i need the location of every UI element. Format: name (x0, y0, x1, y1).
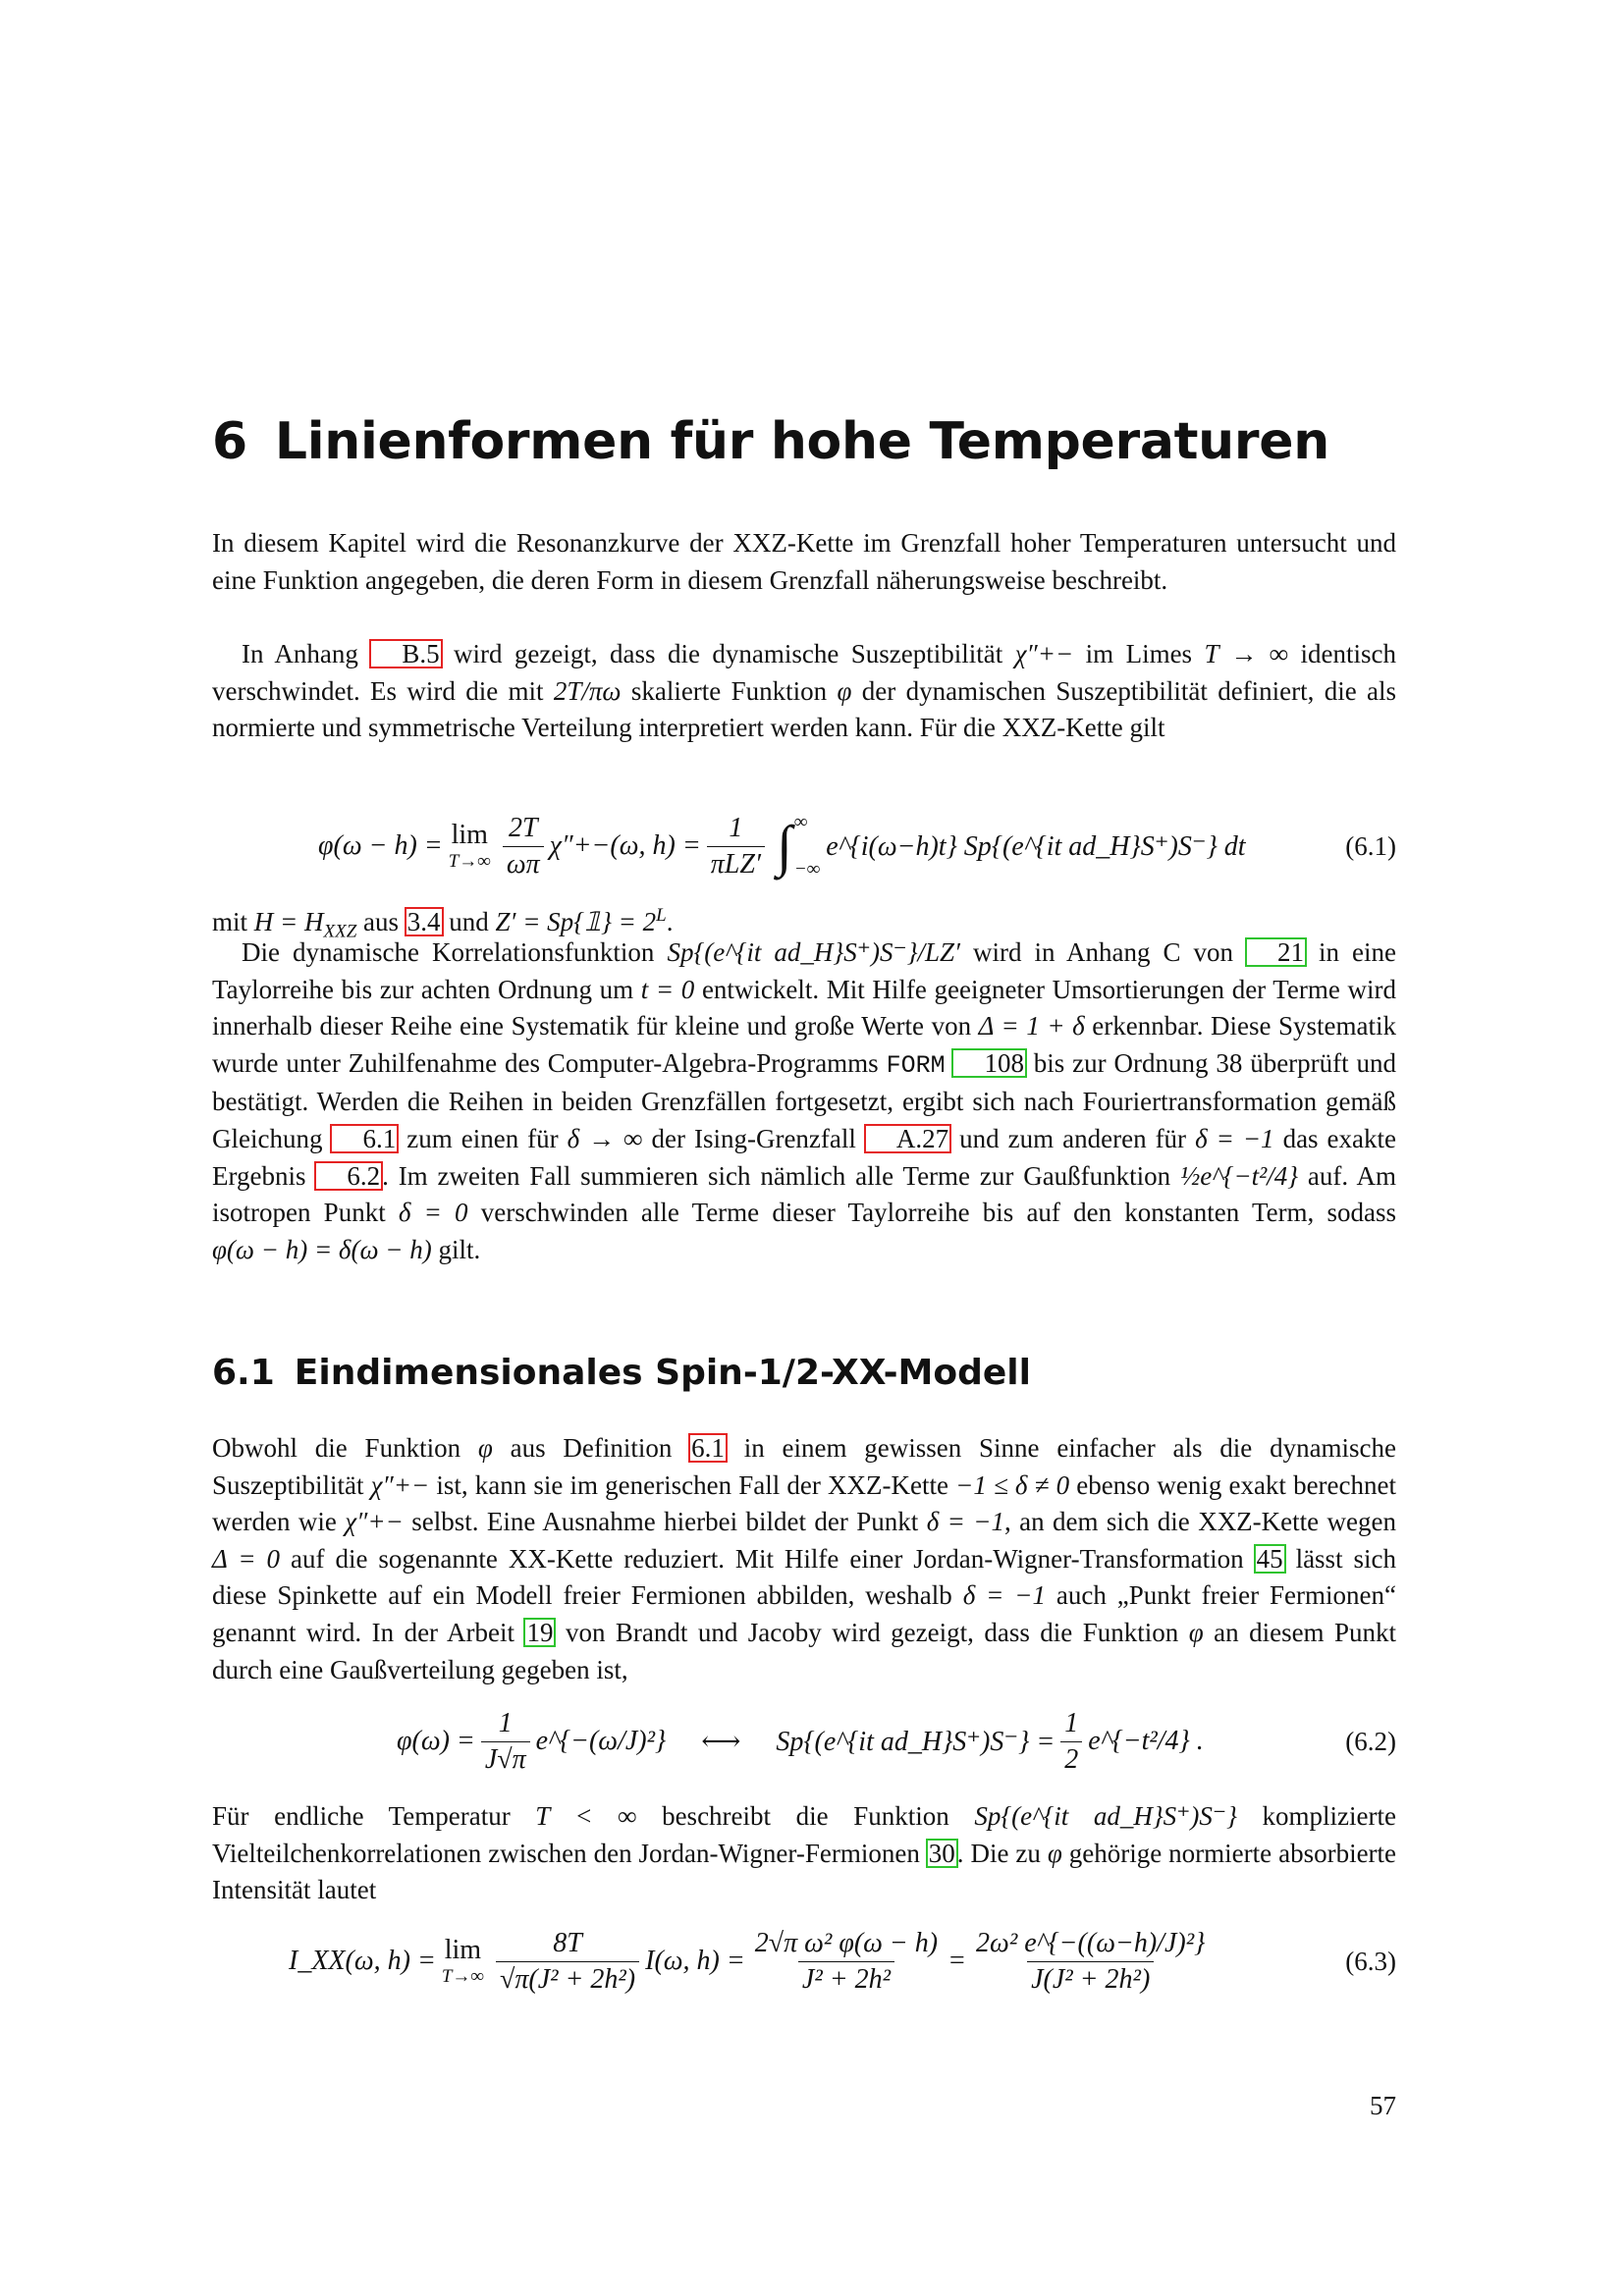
math-chi: χ″+− (1014, 639, 1074, 668)
math-scale: 2T/πω (553, 675, 622, 706)
paragraph-6: Für endliche Temperatur T < ∞ beschreibt die Funktion Sp{(e^{it ad_H}S⁺)S⁻} komplizierte Vielteilchenkorrelationen zwischen den Jordan-Wigner-Fermionen 30. Die zu φ gehörige normierte absorbierte Intensität lautet (212, 1801, 1397, 1905)
page (212, 0, 1396, 2296)
ref-eq-3-4[interactable]: 3.4 (406, 907, 441, 936)
equation-6-3: I_XX(ω, h) = lim T→∞ $\frac{8T}{\text{√π(J² + 2h²)}}$ I(ω, h) = $\frac{\text{2√π ω² φ(ω − h)}}{\text{J² + 2h²}}$ = $\frac{\text{2ω² e\textasciicircum{}\{−((ω−h)/J)²\}}}{\text{J(J² + 2h²)}}$ (6.3) (212, 1922, 1396, 2001)
fraction: $\frac{8T}{\text{√π(J² + 2h²)}}$ (496, 1928, 639, 1996)
fraction: $\frac{1}{\text{πLZ′}}$ (707, 813, 765, 881)
limit: lim T→∞ (441, 1935, 484, 1987)
fraction: $\frac{1}{2}$ (1060, 1708, 1082, 1776)
math-Z: Z′ = Sp{𝟙} = $2^L$ (495, 905, 667, 936)
equation-number: (6.1) (1345, 830, 1396, 861)
ref-eq-6-2[interactable]: 6.2 (315, 1162, 382, 1190)
math-limes: T → ∞ (1204, 639, 1289, 668)
limit: lim T→∞ (448, 820, 491, 872)
math-phi: φ (837, 675, 852, 706)
paragraph-intro: In diesem Kapitel wird die Resonanzkurve der XXZ-Kette im Grenzfall hoher Temperaturen untersucht und eine Funktion angegeben, die deren Form in diesem Grenzfall näherungsweise beschreibt. (212, 528, 1396, 595)
ref-appendix-b5[interactable]: B.5 (370, 640, 441, 667)
fraction: $\frac{1}{J√\pi}$ (481, 1708, 530, 1776)
paragraph-3: mit $H = H_{XXZ}$ aus 3.4 und Z′ = Sp{𝟙} = $2^L$. (212, 905, 674, 942)
paragraph-5: Obwohl die Funktion φ aus Definition 6.1 in einem gewissen Sinne einfacher als die dynamische Suszeptibilität χ″+− ist, kann sie im generischen Fall der XXZ-Kette −1 ≤ δ ≠ 0 ebenso wenig exakt berechnet werden wie χ″+− selbst. Eine Ausnahme hierbei bildet der Punkt δ = −1, an dem sich die XXZ-Kette wegen Δ = 0 auf die sogenannte XX-Kette reduziert. Mit Hilfe einer Jordan-Wigner-Transformation 45 lässt sich diese Spinkette auf ein Modell freier Fermionen abbilden, weshalb δ = −1 auch „Punkt freier Fermionen“ genannt wird. In der Arbeit 19 von Brandt und Jacoby wird gezeigt, dass die Funktion φ an diesem Punkt durch eine Gaußverteilung gegeben ist, (212, 1433, 1397, 1684)
chapter-number: 6 (212, 412, 247, 471)
section-title (212, 1353, 1031, 1393)
equation-number: (6.2) (1345, 1726, 1396, 1756)
citation-108[interactable]: 108 (952, 1049, 1026, 1077)
citation-45[interactable]: 45 (1256, 1543, 1283, 1574)
math-H: $H = H_{XXZ}$ (253, 907, 357, 942)
page-number: 57 (1370, 2091, 1396, 2120)
citation-21[interactable]: 21 (1246, 938, 1306, 966)
fraction: $\frac{2T}{\omega\pi}$ (503, 813, 544, 881)
fraction: $\frac{\text{2√π ω² φ(ω − h)}}{\text{J² + 2h²}}$ (754, 1927, 939, 1995)
program-name: FORM (886, 1050, 946, 1080)
ref-eq-6-1[interactable]: 6.1 (331, 1125, 398, 1152)
paragraph-2: In Anhang B.5 wird gezeigt, dass die dynamische Suszeptibilität χ″+− im Limes T → ∞ identisch verschwindet. Es wird die mit 2T/πω skalierte Funktion φ der dynamischen Suszeptibilität definiert, die als normierte und symmetrische Verteilung interpretiert werden kann. Für die XXZ-Kette gilt (212, 639, 1397, 743)
equation-6-1: φ(ω − h) = lim T→∞ $\frac{2T}{\omega\pi}$ χ″+−(ω, h) = $\frac{1}{\text{πLZ′}}$ ∫ ∞ −∞ e^{i(ω−h)t} Sp{(e^{it ad_H}S⁺)S⁻} dt (6.1) (212, 807, 1396, 885)
chapter-title-text: Linienformen für hohe Temperaturen (274, 412, 1329, 471)
integral: ∫ ∞ −∞ (777, 812, 821, 880)
equation-number: (6.3) (1345, 1946, 1396, 1976)
math-correlation: Sp{(e^{it ad_H}S⁺)S⁻}/LZ′ (667, 937, 960, 967)
section-number: 6.1 (212, 1353, 275, 1393)
ref-eq-6-1[interactable]: 6.1 (691, 1433, 725, 1463)
chapter-title (212, 412, 1329, 471)
equation-6-2: φ(ω) = $\frac{1}{J√\pi}$ e^{−(ω/J)²} ⟷ Sp{(e^{it ad_H}S⁺)S⁻} = $\frac{1}{2}$ e^{−t²/4} . (6.2) (212, 1702, 1396, 1781)
section-title-text: Eindimensionales Spin-1/2-XX-Modell (294, 1353, 1031, 1393)
fraction: $\frac{\text{2ω² e\textasciicircum{}\{−((ω−h)/J)²\}}}{\text{J(J² + 2h²)}}$ (976, 1927, 1206, 1995)
paragraph-4: Die dynamische Korrelationsfunktion Sp{(e^{it ad_H}S⁺)S⁻}/LZ′ wird in Anhang C von 21 in eine Taylorreihe bis zur achten Ordnung um t = 0 entwickelt. Mit Hilfe geeigneter Umsortierungen der Terme wird innerhalb dieser Reihe eine Systematik für kleine und große Werte von Δ = 1 + δ erkennbar. Diese Systematik wurde unter Zuhilfenahme des Computer-Algebra-Programms FORM 108 bis zur Ordnung 38 überprüft und bestätigt. Werden die Reihen in beiden Grenzfällen fortgesetzt, ergibt sich nach Fouriertransformation gemäß Gleichung 6.1 zum einen für δ → ∞ der Ising-Grenzfall A.27 und zum anderen für δ = −1 das exakte Ergebnis 6.2. Im zweiten Fall summieren sich nämlich alle Terme zur Gaußfunktion ½e^{−t²/4} auf. Am isotropen Punkt δ = 0 verschwinden alle Terme dieser Taylorreihe bis auf den konstanten Term, sodass φ(ω − h) = δ(ω − h) gilt. (212, 937, 1397, 1264)
citation-19[interactable]: 19 (526, 1617, 554, 1647)
ref-eq-a-27[interactable]: A.27 (865, 1125, 950, 1152)
equivalence-arrow: ⟷ (701, 1727, 741, 1757)
citation-30[interactable]: 30 (928, 1838, 955, 1868)
